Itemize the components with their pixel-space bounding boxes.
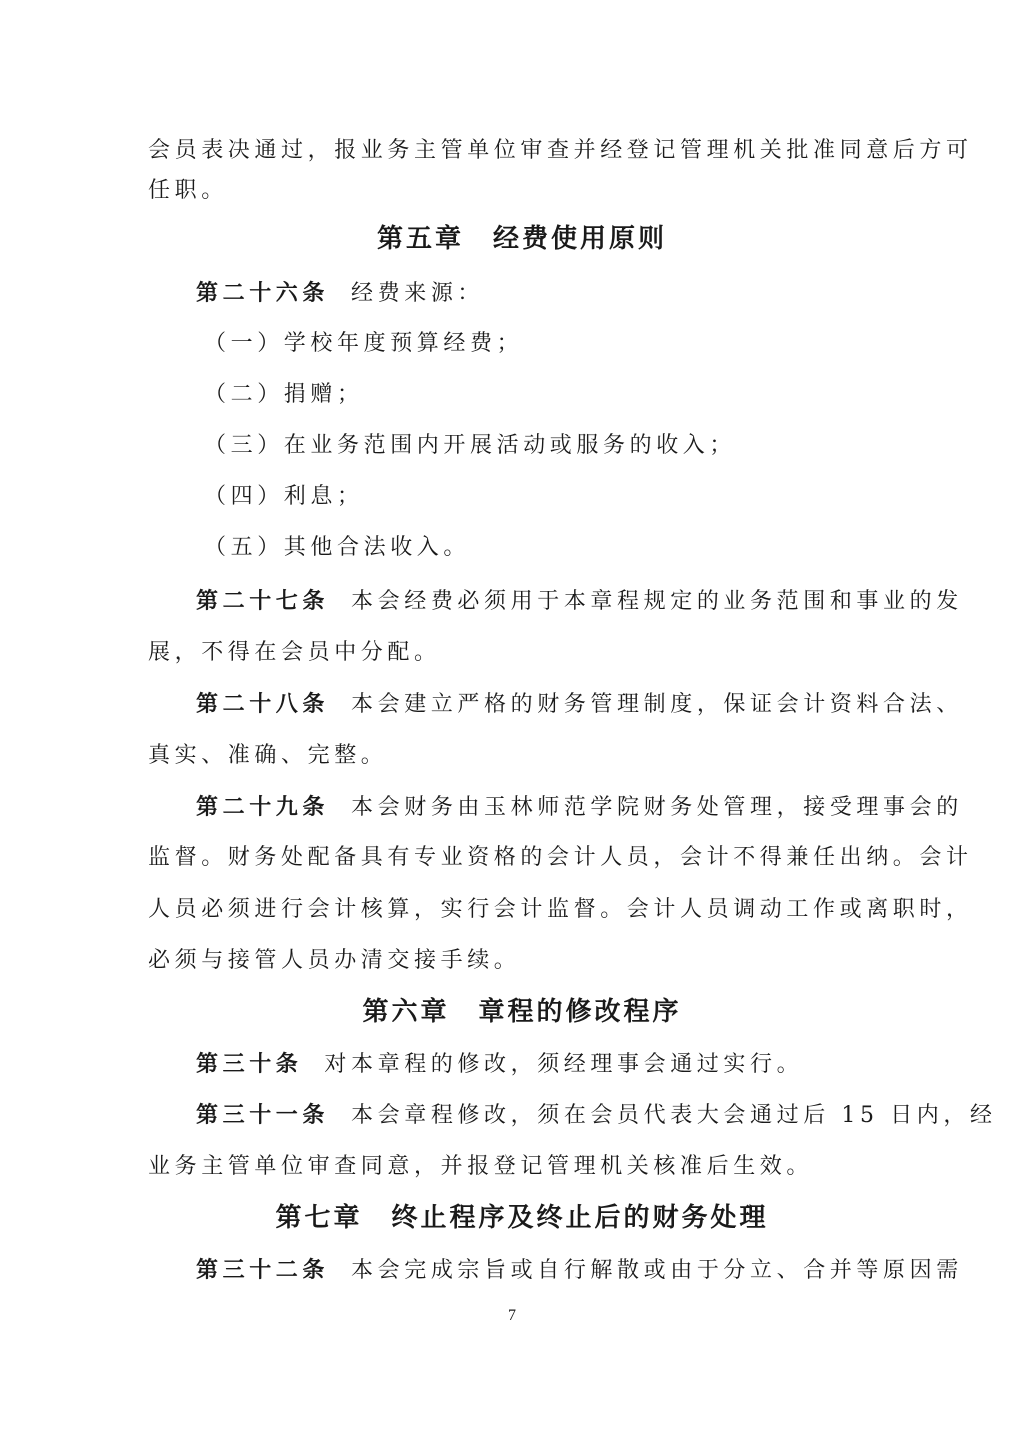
article-31-text-1: 本会章程修改，须在会员代表大会通过后 15 日内，经: [351, 1103, 997, 1128]
article-26-item-3: （三）在业务范围内开展活动或服务的收入；: [204, 433, 737, 458]
chapter-7-title: 第七章 终止程序及终止后的财务处理: [275, 1203, 769, 1233]
article-29-text-1: 本会财务由玉林师范学院财务处管理，接受理事会的: [351, 795, 963, 820]
article-31-line-2: 业务主管单位审查同意，并报登记管理机关核准后生效。: [148, 1154, 814, 1179]
article-28-text-1: 本会建立严格的财务管理制度，保证会计资料合法、: [351, 692, 963, 717]
article-27-line-1: [196, 586, 963, 617]
article-29-line-3: 人员必须进行会计核算，实行会计监督。会计人员调动工作或离职时，: [148, 897, 973, 922]
article-26-item-4: （四）利息；: [204, 484, 364, 509]
article-29-line-4: 必须与接管人员办清交接手续。: [148, 948, 521, 973]
article-26-label: 第二十六条: [196, 280, 330, 306]
article-30: [196, 1049, 896, 1080]
article-32-label: 第三十二条: [196, 1257, 330, 1283]
page-number: 7: [508, 1307, 516, 1324]
article-31-label: 第三十一条: [196, 1102, 330, 1128]
article-26: [196, 278, 896, 309]
article-32-text-1: 本会完成宗旨或自行解散或由于分立、合并等原因需: [351, 1258, 963, 1283]
article-27-line-2: 展，不得在会员中分配。: [148, 640, 441, 665]
article-29-line-1: [196, 792, 963, 823]
article-30-text: 对本章程的修改，须经理事会通过实行。: [324, 1052, 804, 1077]
article-26-text: 经费来源：: [351, 281, 485, 306]
chapter-5-title: 第五章 经费使用原则: [376, 224, 667, 254]
chapter-6-title: 第六章 章程的修改程序: [362, 997, 682, 1027]
article-27-text-1: 本会经费必须用于本章程规定的业务范围和事业的发: [351, 589, 963, 614]
continuation-line-1: 会员表决通过，报业务主管单位审查并经登记管理机关批准同意后方可: [148, 138, 973, 163]
article-26-item-1: （一）学校年度预算经费；: [204, 331, 524, 356]
article-30-label: 第三十条: [196, 1051, 303, 1077]
article-26-item-5: （五）其他合法收入。: [204, 535, 471, 560]
article-29-line-2: 监督。财务处配备具有专业资格的会计人员，会计不得兼任出纳。会计: [148, 845, 973, 870]
article-29-label: 第二十九条: [196, 794, 330, 820]
article-32-line-1: [196, 1255, 963, 1286]
article-28-line-1: [196, 689, 963, 720]
article-27-label: 第二十七条: [196, 588, 330, 614]
article-26-item-2: （二）捐赠；: [204, 382, 364, 407]
article-28-line-2: 真实、准确、完整。: [148, 743, 388, 768]
article-28-label: 第二十八条: [196, 691, 330, 717]
continuation-line-2: 任职。: [148, 178, 228, 203]
article-31-line-1: [196, 1100, 997, 1131]
